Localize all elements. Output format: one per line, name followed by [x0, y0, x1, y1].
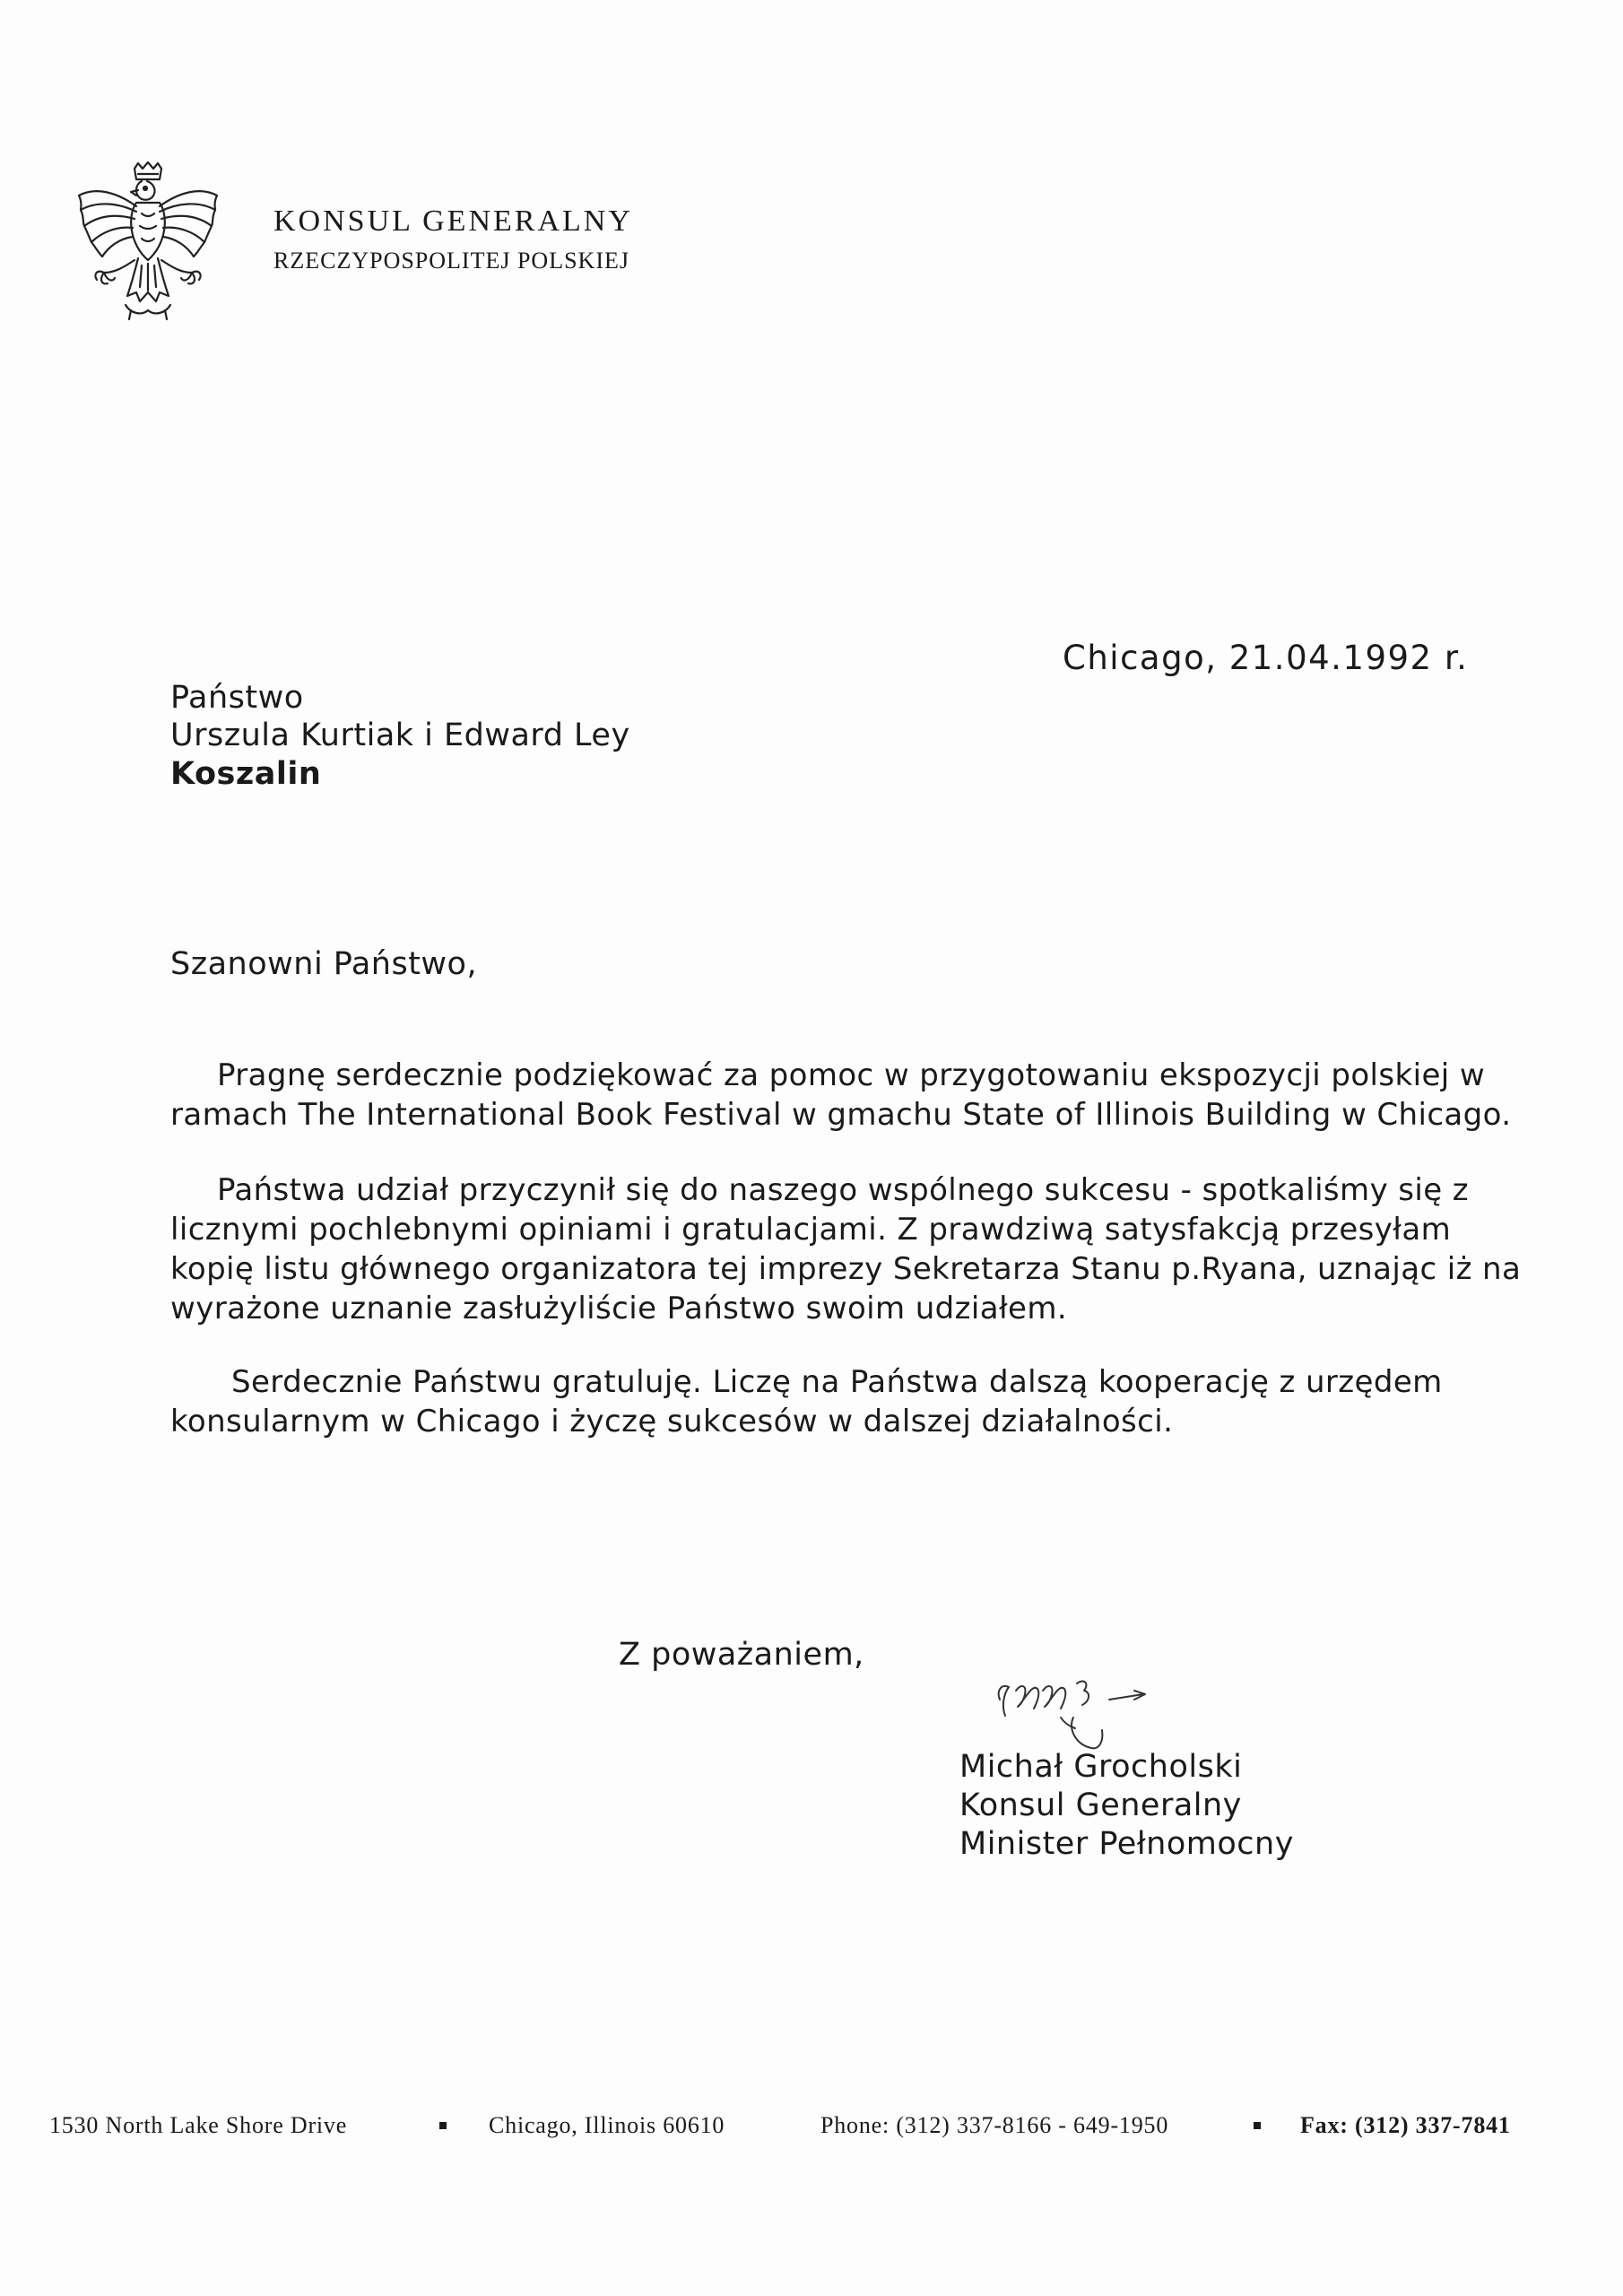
paragraph-line: kopię listu głównego organizatora tej imprezy Sekretarza Stanu p.Ryana, uznając iż na: [170, 1251, 1522, 1287]
salutation: Szanowni Państwo,: [170, 946, 478, 982]
recipient-city: Koszalin: [170, 756, 322, 792]
polish-eagle-emblem-icon: [72, 161, 224, 323]
paragraph-line: Pragnę serdecznie podziękować za pomoc w przygotowaniu ekspozycji polskiej w: [217, 1057, 1486, 1093]
recipient-line-1: Państwo: [170, 680, 304, 716]
handwritten-signature: [991, 1664, 1179, 1762]
paragraph-line: Serdecznie Państwu gratuluję. Liczę na Państwa dalszą kooperację z urzędem: [231, 1364, 1443, 1400]
signatory-name: Michał Grocholski: [959, 1749, 1243, 1785]
footer-fax: Fax: (312) 337-7841: [1300, 2112, 1511, 2138]
signatory-title: Konsul Generalny: [959, 1787, 1242, 1823]
paragraph-line: ramach The International Book Festival w gmachu State of Illinois Building w Chicago.: [170, 1097, 1512, 1133]
footer-separator-icon: [439, 2122, 447, 2129]
footer-phone: Phone: (312) 337-8166 - 649-1950: [820, 2112, 1169, 2138]
signatory-rank: Minister Pełnomocny: [959, 1826, 1294, 1862]
footer-separator-icon: [1254, 2122, 1261, 2129]
recipient-line-2: Urszula Kurtiak i Edward Ley: [170, 718, 630, 753]
paragraph-line: Państwa udział przyczynił się do naszego wspólnego sukcesu - spotkaliśmy się z: [217, 1172, 1470, 1208]
letterhead-title: KONSUL GENERALNY: [273, 204, 633, 238]
paragraph-1: [170, 1056, 1511, 1135]
paragraph-line: licznymi pochlebnymi opiniami i gratulacjami. Z prawdziwą satysfakcją przesyłam: [170, 1212, 1452, 1248]
paragraph-2: [170, 1170, 1521, 1328]
paragraph-line: konsularnym w Chicago i życzę sukcesów w dalszej działalności.: [170, 1404, 1174, 1439]
letterhead-subtitle: RZECZYPOSPOLITEJ POLSKIEJ: [273, 248, 629, 274]
paragraph-3: [170, 1362, 1443, 1441]
closing: Z poważaniem,: [619, 1637, 864, 1673]
footer-city: Chicago, Illinois 60610: [489, 2112, 725, 2138]
paragraph-line: wyrażone uznanie zasłużyliście Państwo swoim udziałem.: [170, 1291, 1068, 1326]
letter-date: Chicago, 21.04.1992 r.: [1063, 639, 1469, 677]
footer-address: 1530 North Lake Shore Drive: [49, 2112, 348, 2138]
